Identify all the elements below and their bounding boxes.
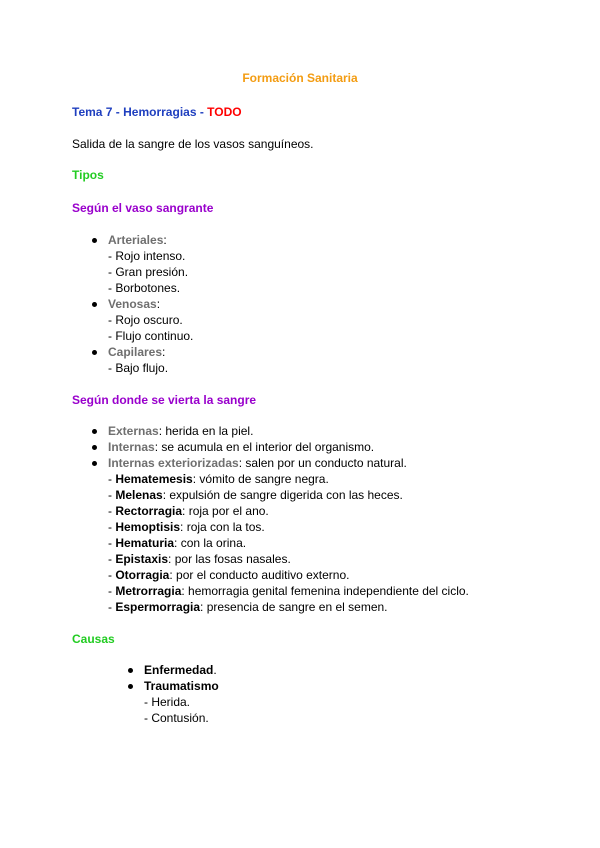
internas-text: : se acumula en el interior del organismo. — [154, 440, 375, 454]
subtype-item: - Otorragia: por el conducto auditivo externo. — [108, 568, 350, 582]
subtype-item: - Espermorragia: presencia de sangre en el semen. — [108, 600, 388, 614]
bullet-icon — [92, 445, 97, 450]
topic-heading — [72, 104, 242, 120]
doc-title: Formación Sanitaria — [242, 71, 358, 85]
venosas-line: - Rojo oscuro. — [108, 313, 183, 327]
bullet-icon — [92, 429, 97, 434]
capilares-label: Capilares — [108, 345, 163, 359]
externas-label: Externas — [108, 424, 159, 438]
vaso-heading: Según el vaso sangrante — [72, 201, 214, 215]
subtype-item: - Hematemesis: vómito de sangre negra. — [108, 472, 329, 486]
colon: : — [163, 233, 167, 247]
arteriales-line: - Borbotones. — [108, 281, 181, 295]
venosas-line: - Flujo continuo. — [108, 329, 194, 343]
capilares-line: - Bajo flujo. — [108, 361, 169, 375]
topic-title: Tema 7 - Hemorragias - — [72, 105, 208, 119]
traumatismo-line: - Contusión. — [144, 711, 209, 725]
bullet-icon — [92, 350, 97, 355]
exteriorizadas-label: Internas exteriorizadas — [108, 456, 239, 470]
list-item-arteriales — [108, 232, 167, 248]
traumatismo-line: - Herida. — [144, 695, 191, 709]
exteriorizadas-text: : salen por un conducto natural. — [238, 456, 407, 470]
bullet-icon — [92, 302, 97, 307]
bullet-icon — [128, 684, 133, 689]
intro-text: Salida de la sangre de los vasos sanguíneos. — [72, 137, 314, 151]
venosas-label: Venosas — [108, 297, 157, 311]
bullet-icon — [92, 461, 97, 466]
subtype-item: - Melenas: expulsión de sangre digerida con las heces. — [108, 488, 403, 502]
list-item-exteriorizadas — [108, 455, 407, 471]
subtype-item: - Hematuria: con la orina. — [108, 536, 247, 550]
externas-text: : herida en la piel. — [158, 424, 254, 438]
internas-label: Internas — [108, 440, 155, 454]
causas-heading: Causas — [72, 632, 115, 646]
arteriales-line: - Rojo intenso. — [108, 249, 186, 263]
colon: : — [156, 297, 161, 311]
subtype-item: - Metrorragia: hemorragia genital femenina independiente del ciclo. — [108, 584, 469, 598]
list-item-capilares — [108, 344, 165, 360]
list-item-enfermedad: Enfermedad. — [144, 663, 217, 677]
enfermedad-label: Enfermedad — [144, 663, 214, 677]
list-item-traumatismo: Traumatismo — [144, 679, 219, 693]
subtype-item: - Epistaxis: por las fosas nasales. — [108, 552, 291, 566]
list-item-venosas — [108, 296, 160, 312]
todo-tag: TODO — [207, 105, 242, 119]
list-item-internas — [108, 439, 374, 455]
arteriales-label: Arteriales — [108, 233, 164, 247]
vierta-heading: Según donde se vierta la sangre — [72, 393, 257, 407]
subtype-item: - Rectorragia: roja por el ano. — [108, 504, 269, 518]
bullet-icon — [128, 668, 133, 673]
tipos-heading: Tipos — [72, 168, 104, 182]
list-item-externas — [108, 423, 253, 439]
bullet-icon — [92, 238, 97, 243]
subtype-item: - Hemoptisis: roja con la tos. — [108, 520, 265, 534]
arteriales-line: - Gran presión. — [108, 265, 189, 279]
colon: : — [162, 345, 166, 359]
